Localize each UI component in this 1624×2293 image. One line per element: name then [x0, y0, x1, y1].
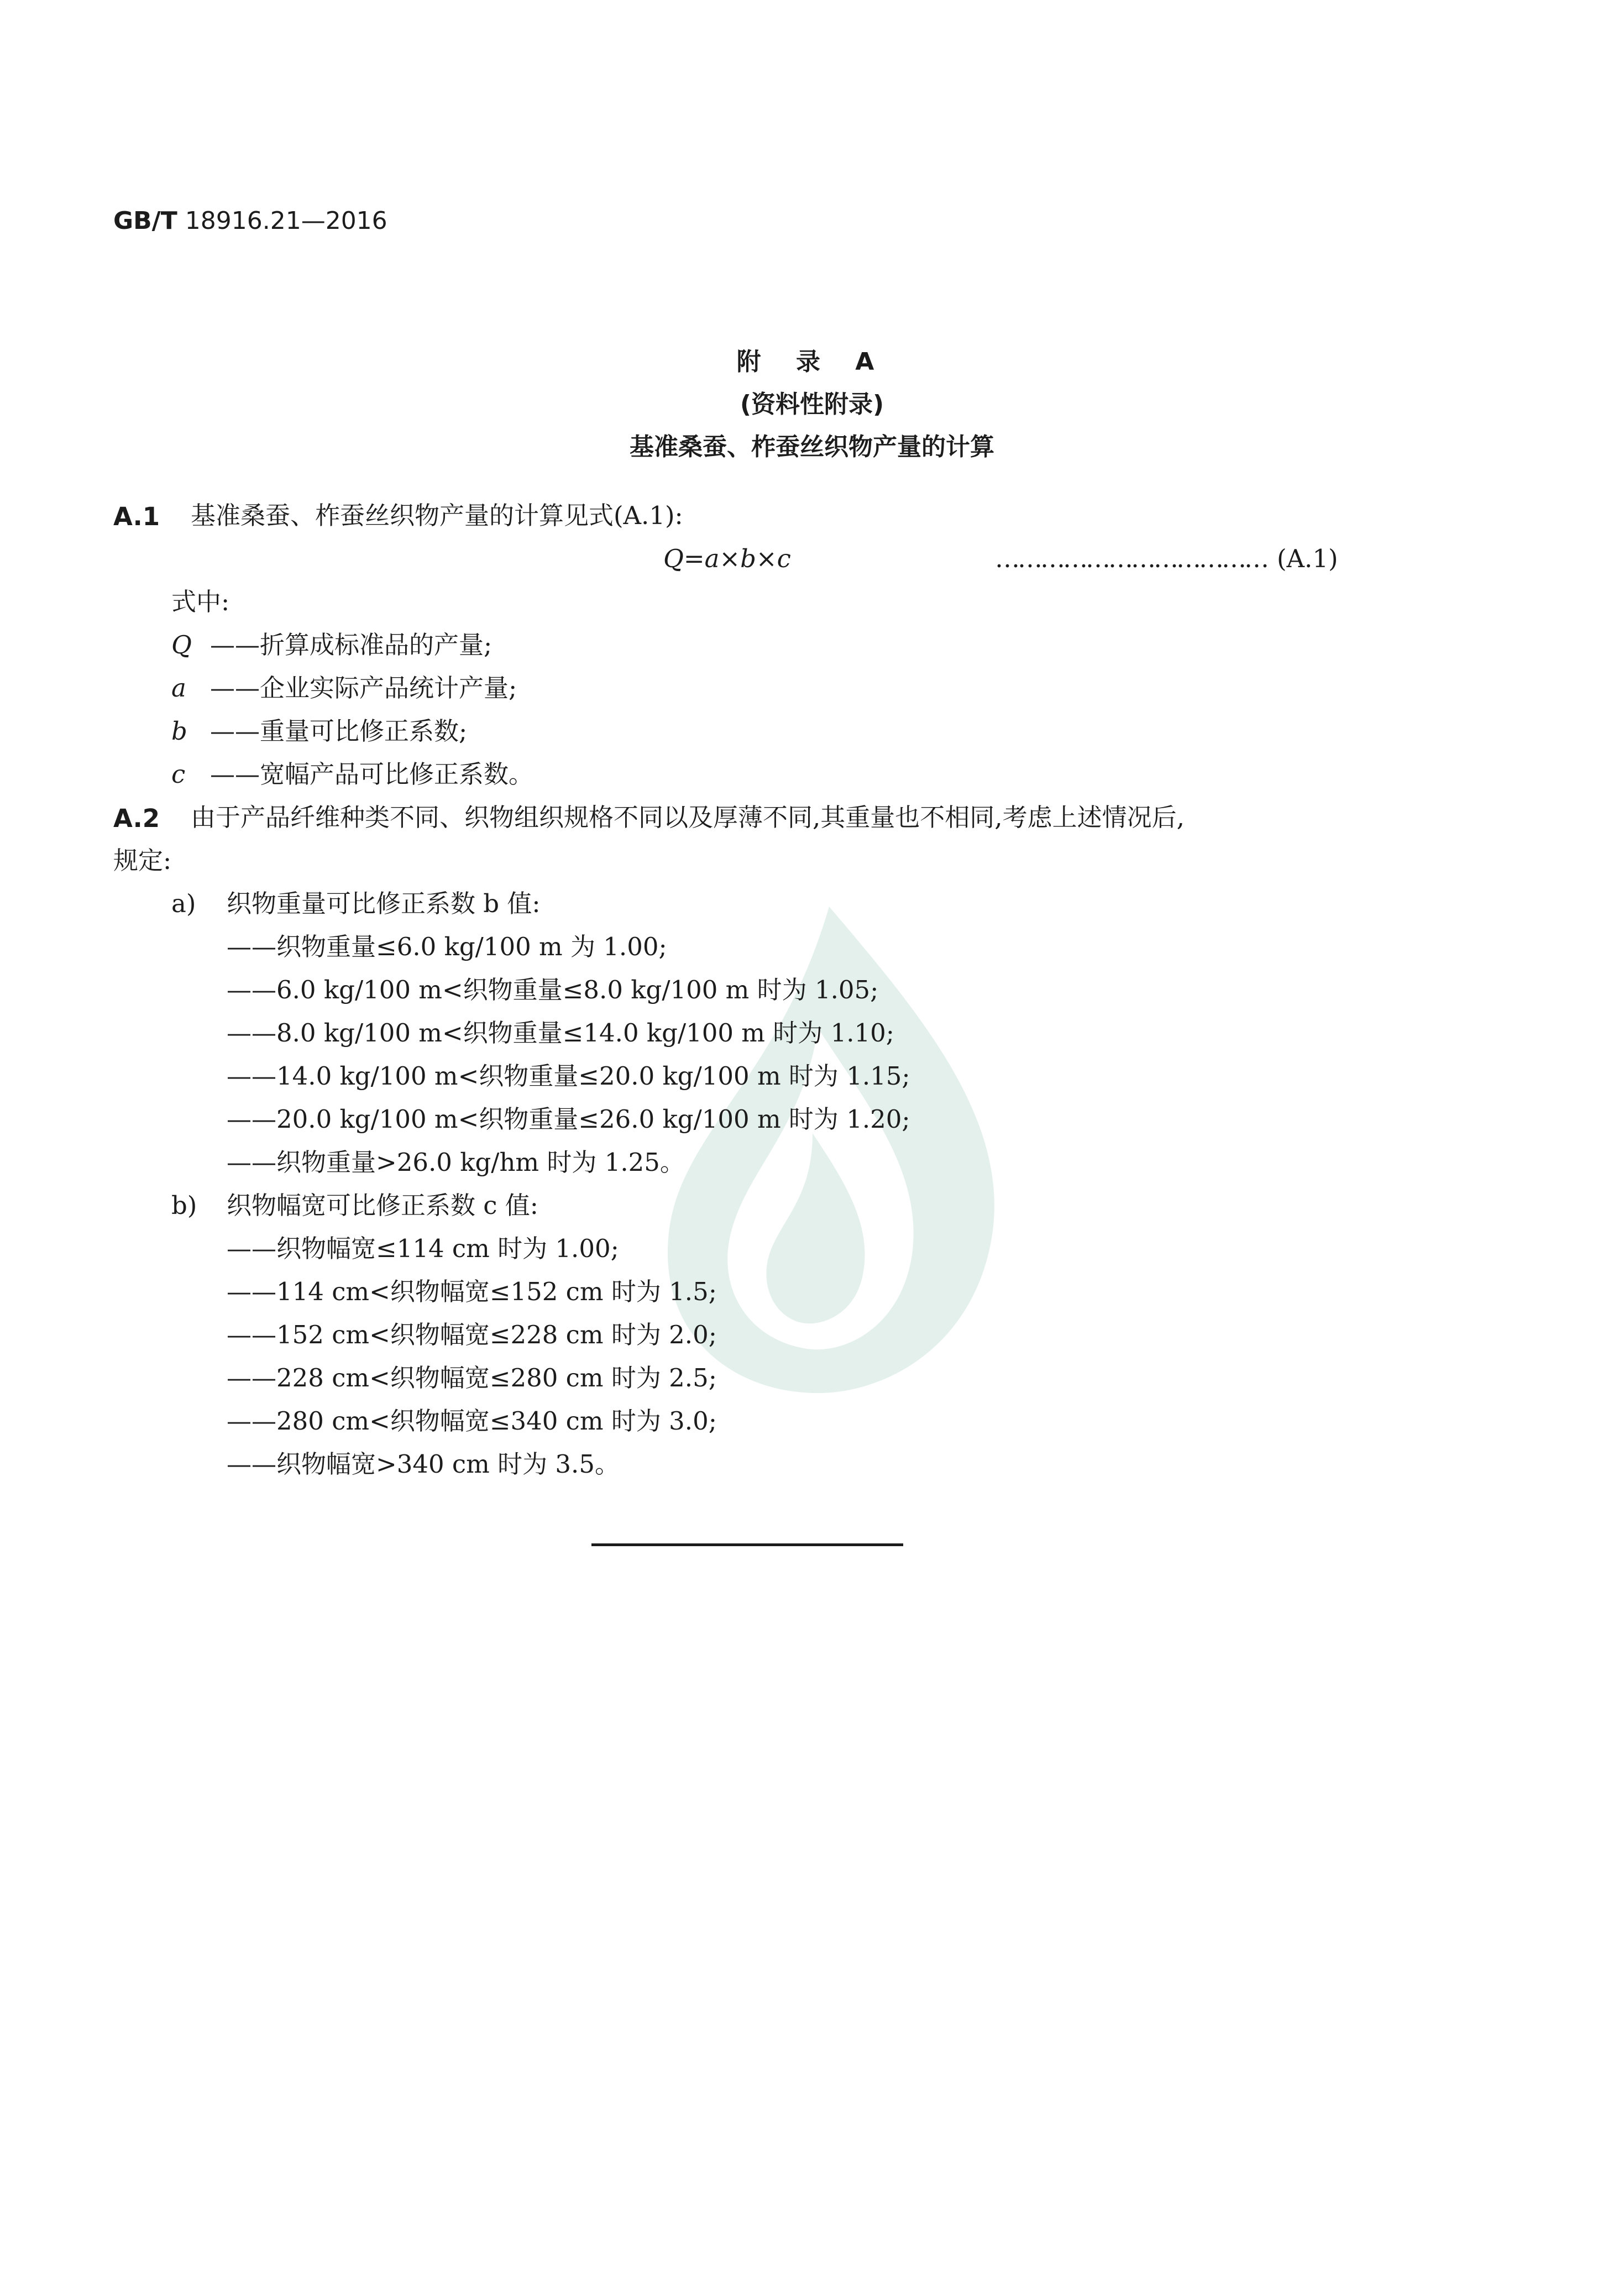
list-item: ——152 cm<织物幅宽≤228 cm 时为 2.0;: [227, 1320, 717, 1349]
definition-b: ——重量可比修正系数;: [210, 716, 468, 746]
list-item: ——织物幅宽≤114 cm 时为 1.00;: [227, 1234, 619, 1263]
list-b-heading: 织物幅宽可比修正系数 c 值:: [227, 1191, 538, 1220]
list-a-heading: 织物重量可比修正系数 b 值:: [227, 889, 541, 918]
list-b-label: b): [171, 1191, 197, 1220]
symbol-b: b: [171, 716, 187, 746]
list-item: ——280 cm<织物幅宽≤340 cm 时为 3.0;: [227, 1406, 717, 1436]
definition-q: ——折算成标准品的产量;: [210, 630, 493, 659]
list-a-label: a): [171, 889, 196, 918]
list-item: ——织物重量≤6.0 kg/100 m 为 1.00;: [227, 932, 667, 961]
where-label: 式中:: [171, 587, 230, 616]
appendix-title: 附 录 A: [736, 348, 888, 376]
section-number-a2: A.2: [113, 804, 160, 833]
definition-a: ——企业实际产品统计产量;: [210, 673, 517, 703]
list-item: ——织物幅宽>340 cm 时为 3.5。: [227, 1449, 620, 1479]
list-item: ——6.0 kg/100 m<织物重量≤8.0 kg/100 m 时为 1.05;: [227, 975, 879, 1004]
appendix-heading: 基准桑蚕、柞蚕丝织物产量的计算: [630, 433, 994, 461]
formula-leader: ………………………………: [995, 544, 1267, 573]
standard-number: GB/T 18916.21—2016: [113, 207, 387, 235]
list-item: ——8.0 kg/100 m<织物重量≤14.0 kg/100 m 时为 1.10;: [227, 1018, 894, 1048]
section-a2-text: 由于产品纤维种类不同、织物组织规格不同以及厚薄不同,其重量也不相同,考虑上述情况后,: [191, 803, 1185, 832]
symbol-a: a: [171, 673, 186, 703]
list-item: ——228 cm<织物幅宽≤280 cm 时为 2.5;: [227, 1363, 717, 1392]
section-a2-text-cont: 规定:: [113, 846, 172, 875]
definition-c: ——宽幅产品可比修正系数。: [210, 760, 534, 789]
appendix-type: (资料性附录): [740, 390, 884, 418]
symbol-q: Q: [171, 630, 192, 659]
end-rule: [591, 1543, 903, 1546]
section-a1-text: 基准桑蚕、柞蚕丝织物产量的计算见式(A.1):: [191, 501, 683, 530]
formula: Q=a×b×c: [663, 544, 791, 573]
list-item: ——14.0 kg/100 m<织物重量≤20.0 kg/100 m 时为 1.15;: [227, 1061, 910, 1091]
equation-label: (A.1): [1277, 544, 1338, 573]
list-item: ——114 cm<织物幅宽≤152 cm 时为 1.5;: [227, 1277, 717, 1306]
section-number-a1: A.1: [113, 502, 160, 531]
list-item: ——织物重量>26.0 kg/hm 时为 1.25。: [227, 1148, 685, 1177]
list-item: ——20.0 kg/100 m<织物重量≤26.0 kg/100 m 时为 1.20;: [227, 1104, 910, 1134]
symbol-c: c: [171, 760, 186, 789]
